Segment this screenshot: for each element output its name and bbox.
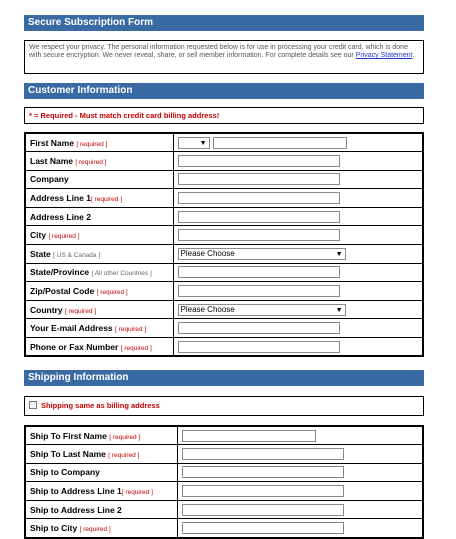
table-row [25, 338, 423, 357]
required-marker: [ required ] [115, 326, 147, 334]
zip-input[interactable] [178, 285, 340, 297]
ship-first-name-label: Ship To First Name [30, 430, 107, 441]
ship-address1-label: Ship to Address Line 1 [30, 486, 122, 497]
required-marker: [ required ] [79, 526, 111, 534]
required-marker: [ required ] [108, 451, 140, 459]
privacy-statement-link[interactable]: Privacy Statement [355, 52, 413, 59]
table-row [25, 500, 423, 519]
state-select[interactable]: Please Choose ▼ [178, 248, 346, 260]
dropdown-arrow-icon: ▼ [335, 306, 343, 314]
table-row [25, 319, 423, 338]
state-hint: [ US & Canada ] [53, 251, 101, 259]
table-row [25, 170, 423, 189]
required-marker: [ required ] [90, 196, 123, 204]
last-name-input[interactable] [178, 155, 340, 167]
privacy-text: We respect your privacy. The personal information requested below is for use in processing your credit card, which is done with secure encryption. We never reveal, share, or sell member information. For complete details see our [29, 44, 408, 59]
zip-label: Zip/Postal Code [30, 286, 95, 297]
first-name-input[interactable] [213, 137, 347, 149]
table-row [25, 263, 423, 282]
province-hint: [ All other Countries ] [91, 270, 152, 278]
phone-label: Phone or Fax Number [30, 341, 119, 352]
form-title: Secure Subscription Form [28, 17, 154, 28]
privacy-notice: We respect your privacy. The personal information requested below is for use in processing your credit card, which is done with secure encryption. We never reveal, share, or sell member information. For complete details see our Privacy Statement. [24, 40, 424, 74]
required-marker: [ required ] [109, 433, 141, 441]
address1-label: Address Line 1 [30, 193, 91, 204]
shipping-same-checkbox[interactable] [29, 401, 37, 409]
country-select[interactable]: Please Choose ▼ [178, 304, 346, 316]
required-marker: [ required ] [76, 140, 108, 148]
required-marker: [ required ] [121, 489, 153, 497]
ship-last-name-label: Ship To Last Name [30, 448, 106, 459]
table-row [25, 207, 423, 226]
ship-address2-label: Ship to Address Line 2 [30, 504, 122, 515]
title-select[interactable] [178, 137, 210, 149]
phone-input[interactable] [178, 341, 340, 353]
table-row [25, 300, 423, 319]
dropdown-arrow-icon: ▼ [335, 250, 343, 258]
ship-city-input[interactable] [182, 522, 344, 534]
shipping-same-label: Shipping same as billing address [41, 401, 160, 410]
table-row [25, 282, 423, 301]
table-row [25, 445, 423, 464]
table-row [25, 152, 423, 171]
last-name-label: Last Name [30, 155, 73, 166]
table-row [25, 463, 423, 482]
required-marker: [ required ] [96, 289, 128, 297]
table-row [25, 519, 423, 538]
form-title-bar [24, 15, 424, 31]
address2-label: Address Line 2 [30, 211, 91, 222]
province-input[interactable] [178, 266, 340, 278]
dropdown-arrow-icon: ▼ [199, 139, 207, 147]
address1-input[interactable] [178, 192, 340, 204]
table-row [25, 426, 423, 445]
required-marker: [ required ] [64, 307, 97, 315]
required-note: * = Required - Must match credit card billing address! [29, 111, 220, 120]
table-row [25, 226, 423, 245]
province-label: State/Province [30, 267, 90, 278]
ship-last-name-input[interactable] [182, 448, 344, 460]
email-label: Your E-mail Address [30, 323, 113, 334]
state-label: State [30, 248, 51, 259]
company-label: Company [30, 174, 69, 185]
city-label: City [30, 230, 47, 241]
company-input[interactable] [178, 173, 340, 185]
ship-company-input[interactable] [182, 466, 344, 478]
country-label: Country [30, 304, 63, 315]
required-marker: [ required ] [120, 344, 152, 352]
shipping-same-box [24, 396, 424, 416]
shipping-section-bar [24, 370, 424, 386]
required-note-box [24, 107, 424, 124]
table-row [25, 245, 423, 264]
table-row [25, 189, 423, 208]
ship-address1-input[interactable] [182, 485, 344, 497]
required-marker: [ required ] [48, 233, 80, 241]
email-input[interactable] [178, 322, 340, 334]
table-row [25, 133, 423, 152]
city-input[interactable] [178, 229, 340, 241]
ship-company-label: Ship to Company [30, 467, 100, 478]
ship-city-label: Ship to City [30, 523, 78, 534]
table-row [25, 482, 423, 501]
required-marker: [ required ] [75, 158, 107, 166]
address2-input[interactable] [178, 211, 340, 223]
customer-section-bar [24, 83, 424, 99]
customer-form-table [24, 132, 424, 357]
shipping-section-title: Shipping Information [28, 372, 129, 383]
first-name-label: First Name [30, 137, 74, 148]
ship-address2-input[interactable] [182, 504, 344, 516]
ship-first-name-input[interactable] [182, 430, 316, 442]
shipping-form-table [24, 425, 424, 539]
customer-section-title: Customer Information [28, 85, 133, 96]
